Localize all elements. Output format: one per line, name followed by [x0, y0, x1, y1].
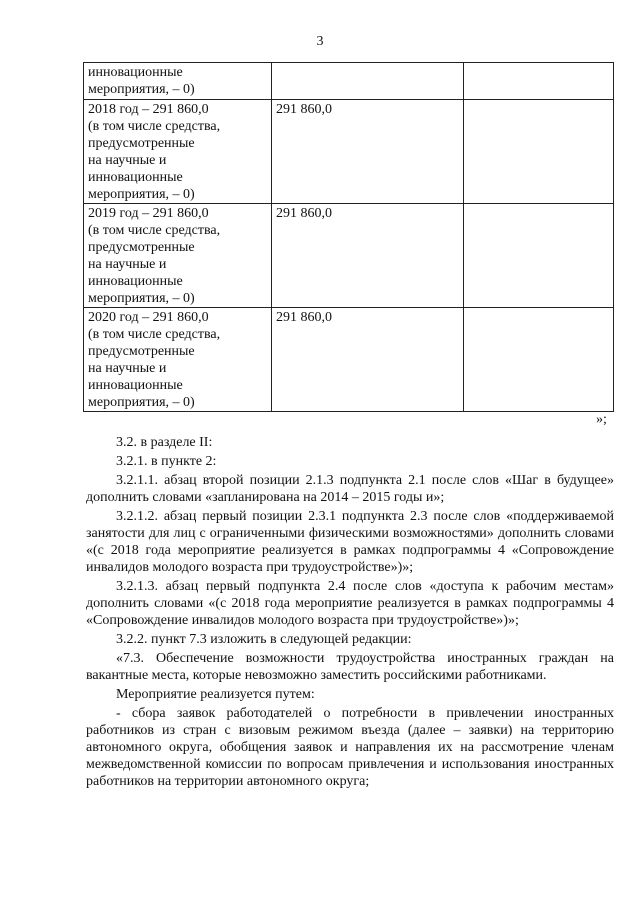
table-cell-col3	[464, 204, 614, 308]
cell-text-line: инновационные	[88, 65, 183, 80]
cell-text-line: 2019 год – 291 860,0	[88, 206, 209, 221]
body-paragraph: 3.2.2. пункт 7.3 изложить в следующей редакции:	[116, 632, 412, 647]
cell-text-line: 291 860,0	[276, 206, 332, 221]
cell-text-line: предусмотренные	[88, 240, 195, 255]
body-paragraph: «7.3. Обеспечение возможности трудоустройства иностранных граждан на вакантные места, которые невозможно заместить российскими работниками.	[86, 651, 614, 683]
document-body	[86, 434, 614, 792]
table-cell-col2	[272, 100, 464, 204]
cell-text-line: на научные и	[88, 257, 167, 272]
cell-text-line: (в том числе средства,	[88, 119, 221, 134]
cell-text-line: инновационные	[88, 274, 183, 289]
table-row	[84, 308, 614, 412]
page-number: 3	[316, 34, 324, 49]
table-cell-col3	[464, 100, 614, 204]
cell-text-line: 2020 год – 291 860,0	[88, 310, 209, 325]
cell-text-line: мероприятия, – 0)	[88, 395, 195, 410]
table-cell-col3	[464, 63, 614, 100]
body-paragraph: 3.2.1.2. абзац первый позиции 2.3.1 подпункта 2.3 после слов «поддерживаемой занятости для лиц с ограниченными физическими возможностями» дополнить словами «(с 2018 года мероприятие реализуется в рамках подпрограммы 4 «Сопровождение инвалидов молодого возраста при трудоустройстве»)»;	[86, 509, 614, 575]
cell-text-line: 2018 год – 291 860,0	[88, 102, 209, 117]
table-cell-col1	[84, 100, 272, 204]
table-cell-col2	[272, 63, 464, 100]
cell-text-line: инновационные	[88, 170, 183, 185]
cell-text-line: предусмотренные	[88, 344, 195, 359]
table-cell-col1	[84, 204, 272, 308]
table-cell-col2	[272, 308, 464, 412]
body-paragraph: - сбора заявок работодателей о потребности в привлечении иностранных работников из стран с визовым режимом въезда (далее – заявки) на территорию автономного округа, обобщения заявок и направления их на рассмотрение членам межведомственной комиссии по вопросам привлечения и использования иностранных работников на территории автономного округа;	[86, 706, 614, 789]
cell-text-line: 291 860,0	[276, 310, 332, 325]
cell-text-line: на научные и	[88, 361, 167, 376]
body-paragraph: 3.2.1.1. абзац второй позиции 2.1.3 подпункта 2.1 после слов «Шаг в будущее» дополнить словами «запланирована на 2014 – 2015 годы и»;	[86, 473, 614, 505]
table-row	[84, 100, 614, 204]
closing-quote: »;	[596, 412, 607, 427]
budget-table	[83, 62, 614, 412]
body-paragraph: 3.2.1. в пункте 2:	[116, 454, 217, 469]
body-paragraph: 3.2. в разделе II:	[116, 435, 213, 450]
cell-text-line: на научные и	[88, 153, 167, 168]
table-cell-col1	[84, 63, 272, 100]
cell-text-line: мероприятия, – 0)	[88, 82, 195, 97]
table-row	[84, 63, 614, 100]
table-cell-col2	[272, 204, 464, 308]
cell-text-line: (в том числе средства,	[88, 223, 221, 238]
cell-text-line: 291 860,0	[276, 102, 332, 117]
cell-text-line: (в том числе средства,	[88, 327, 221, 342]
cell-text-line: мероприятия, – 0)	[88, 187, 195, 202]
table-row	[84, 204, 614, 308]
cell-text-line: инновационные	[88, 378, 183, 393]
body-paragraph: 3.2.1.3. абзац первый подпункта 2.4 после слов «доступа к рабочим местам» дополнить словами «(с 2018 года мероприятие реализуется в рамках подпрограммы 4 «Сопровождение инвалидов молодого возраста при трудоустройстве»)»;	[86, 579, 614, 628]
body-paragraph: Мероприятие реализуется путем:	[116, 687, 315, 702]
cell-text-line: предусмотренные	[88, 136, 195, 151]
cell-text-line: мероприятия, – 0)	[88, 291, 195, 306]
table-cell-col3	[464, 308, 614, 412]
table-cell-col1	[84, 308, 272, 412]
